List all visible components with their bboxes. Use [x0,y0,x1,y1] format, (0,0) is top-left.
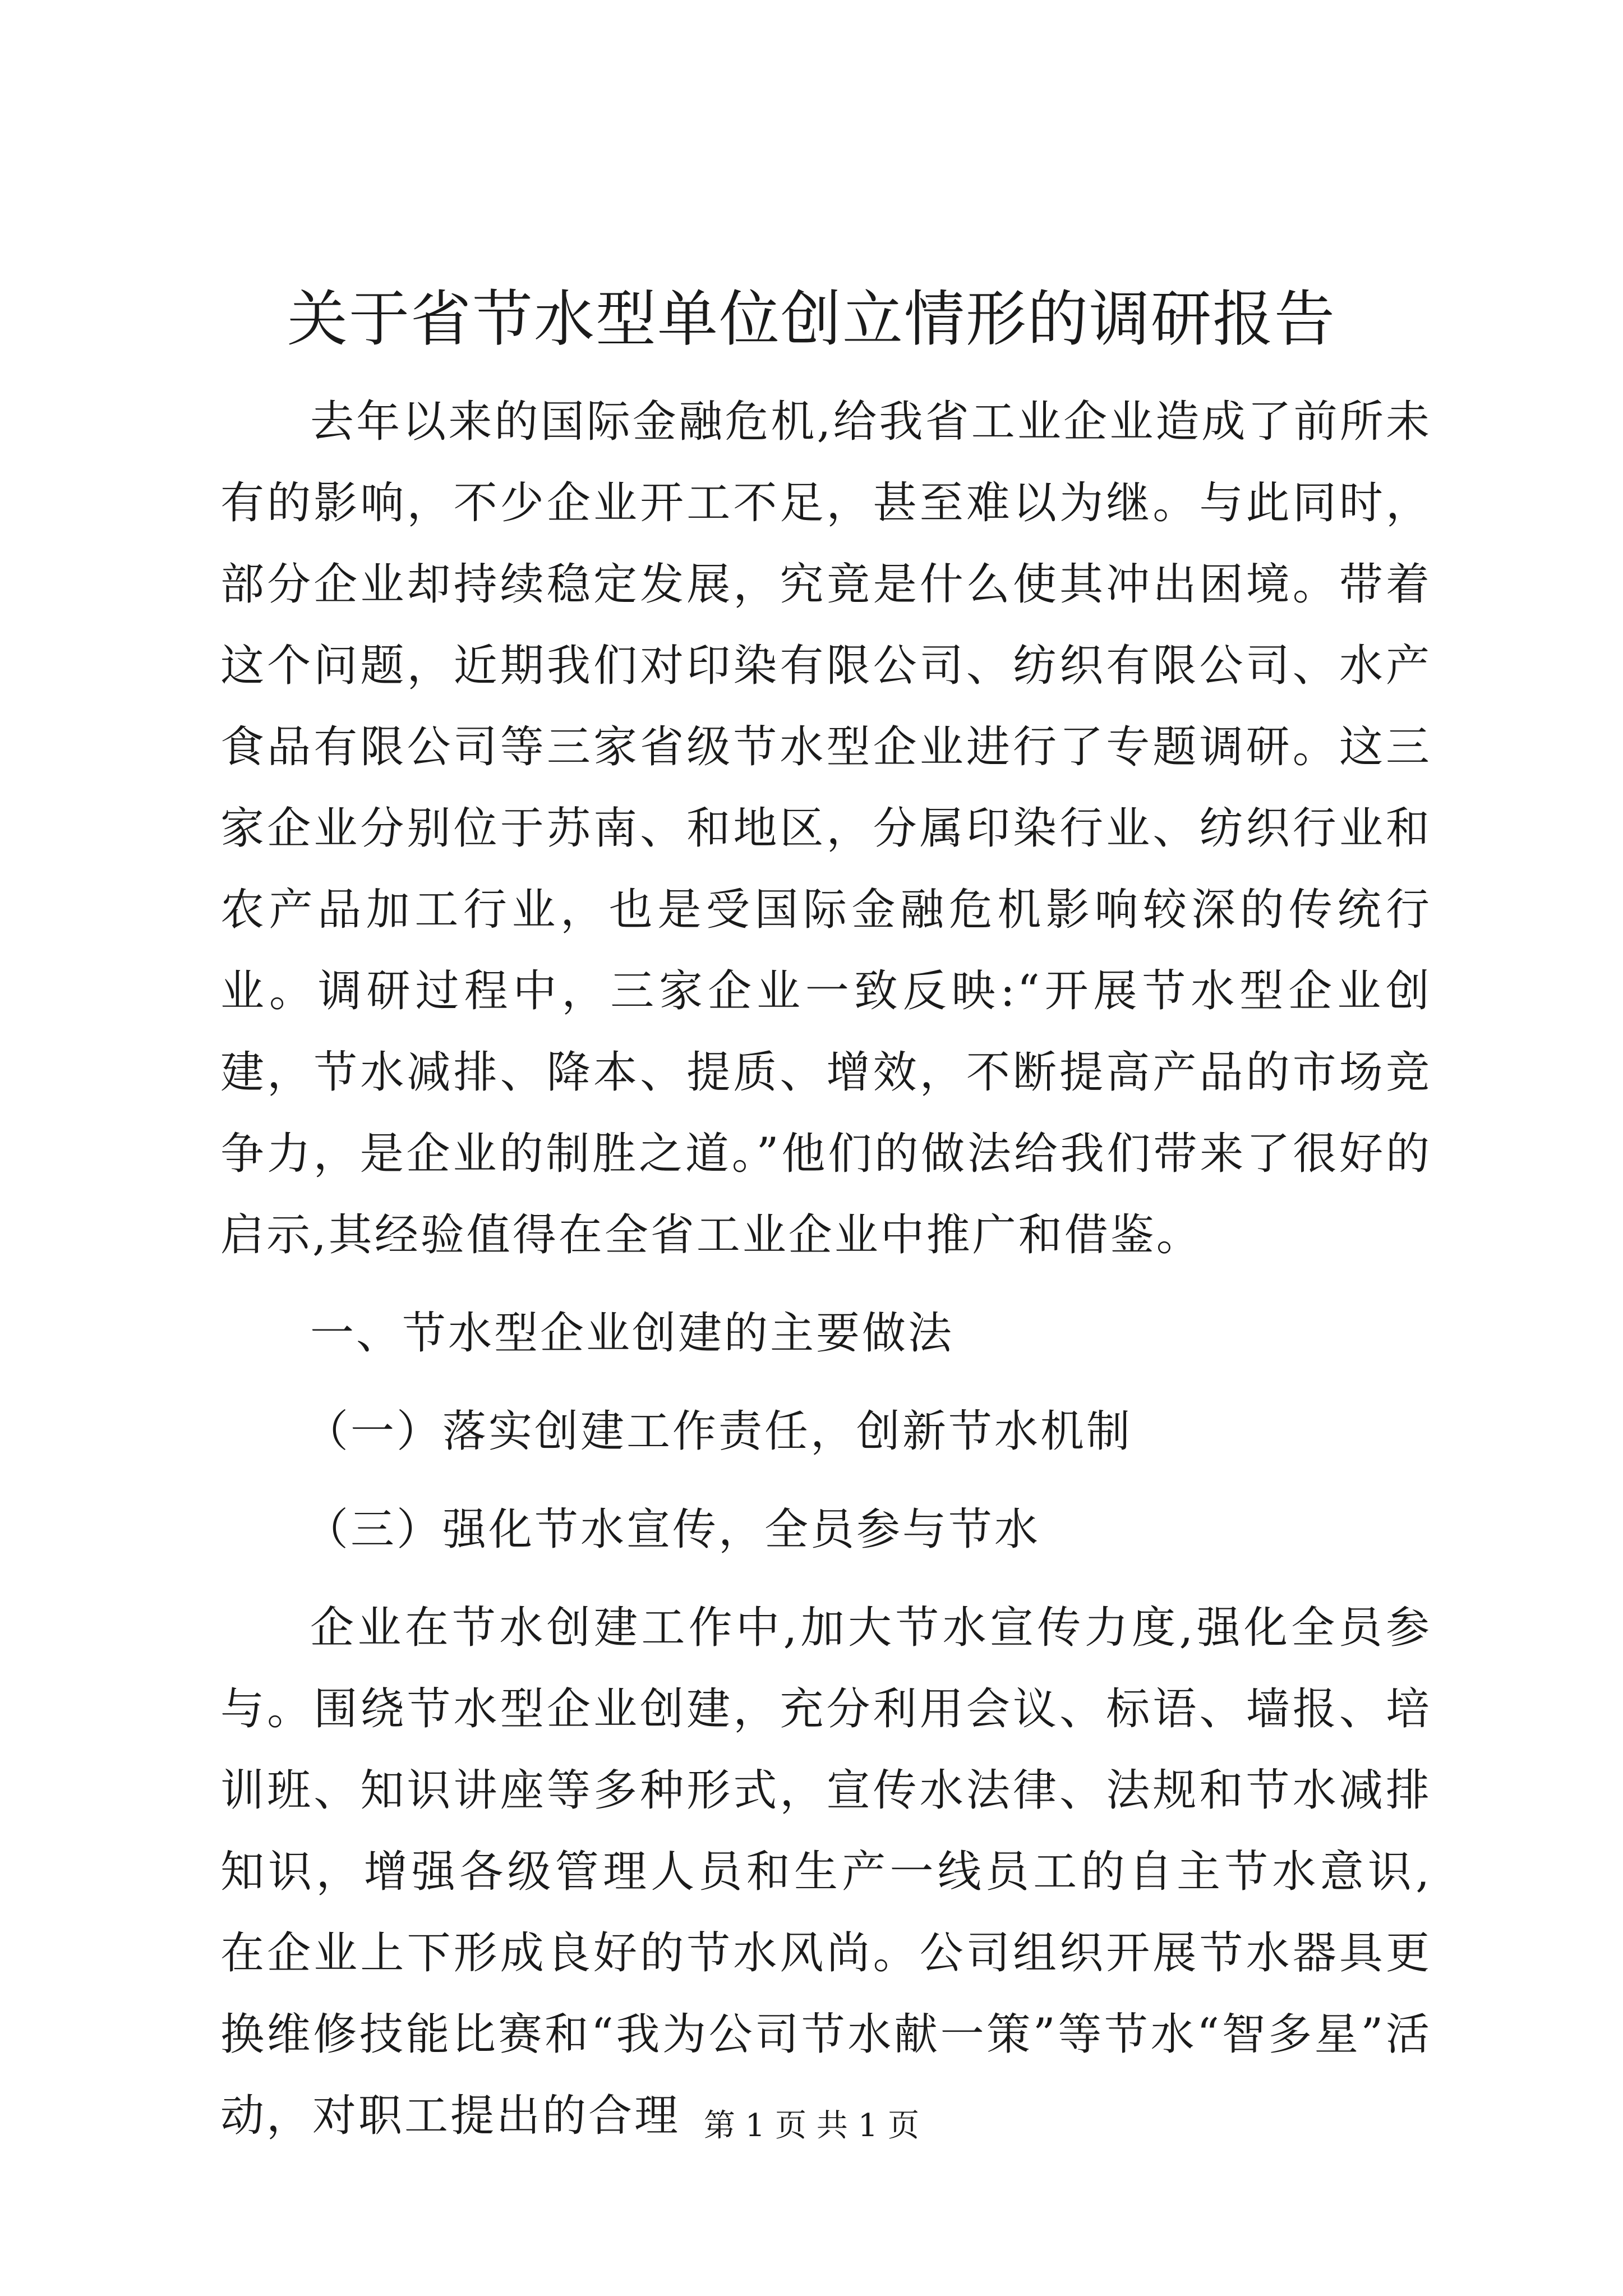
page-title: 关于省节水型单位创立情形的调研报告 [287,284,1336,355]
intro-paragraph: 去年以来的国际金融危机,给我省工业企业造成了前所未有的影响，不少企业开工不足，甚至难以为继。与此同时，部分企业却持续稳定发展，究竟是什么使其冲出困境。带着这个问题，近期我们对印染有限公司、纺织有限公司、水产食品有限公司等三家省级节水型企业进行了专题调研。这三家企业分别位于苏南、和地区，分属印染行业、纺织行业和农产品加工行业，也是受国际金融危机影响较深的传统行业。调研过程中，三家企业一致反映:“开展节水型企业创建，节水减排、降本、提质、增效，不断提高产品的市场竞争力，是企业的制胜之道。”他们的做法给我们带来了很好的启示,其经验值得在全省工业企业中推广和借鉴。 [220,397,1432,1260]
section-heading: 一、节水型企业创建的主要做法 [310,1308,955,1359]
subheading-1: （一）落实创建工作责任，创新节水机制 [305,1406,1133,1457]
document-body [220,381,1432,2174]
page-footer: 第 1 页 共 1 页 [703,2108,920,2144]
subheading-3: （三）强化节水宣传，全员参与节水 [305,1504,1041,1555]
body-paragraph: 企业在节水创建工作中,加大节水宣传力度,强化全员参与。围绕节水型企业创建，充分利用会议、标语、墙报、培训班、知识讲座等多种形式，宣传水法律、法规和节水减排知识，增强各级管理人员和生产一线员工的自主节水意识,在企业上下形成良好的节水风尚。公司组织开展节水器具更换维修技能比赛和“我为公司节水献一策”等节水“智多星”活动，对职工提出的合理 [220,1603,1432,2141]
